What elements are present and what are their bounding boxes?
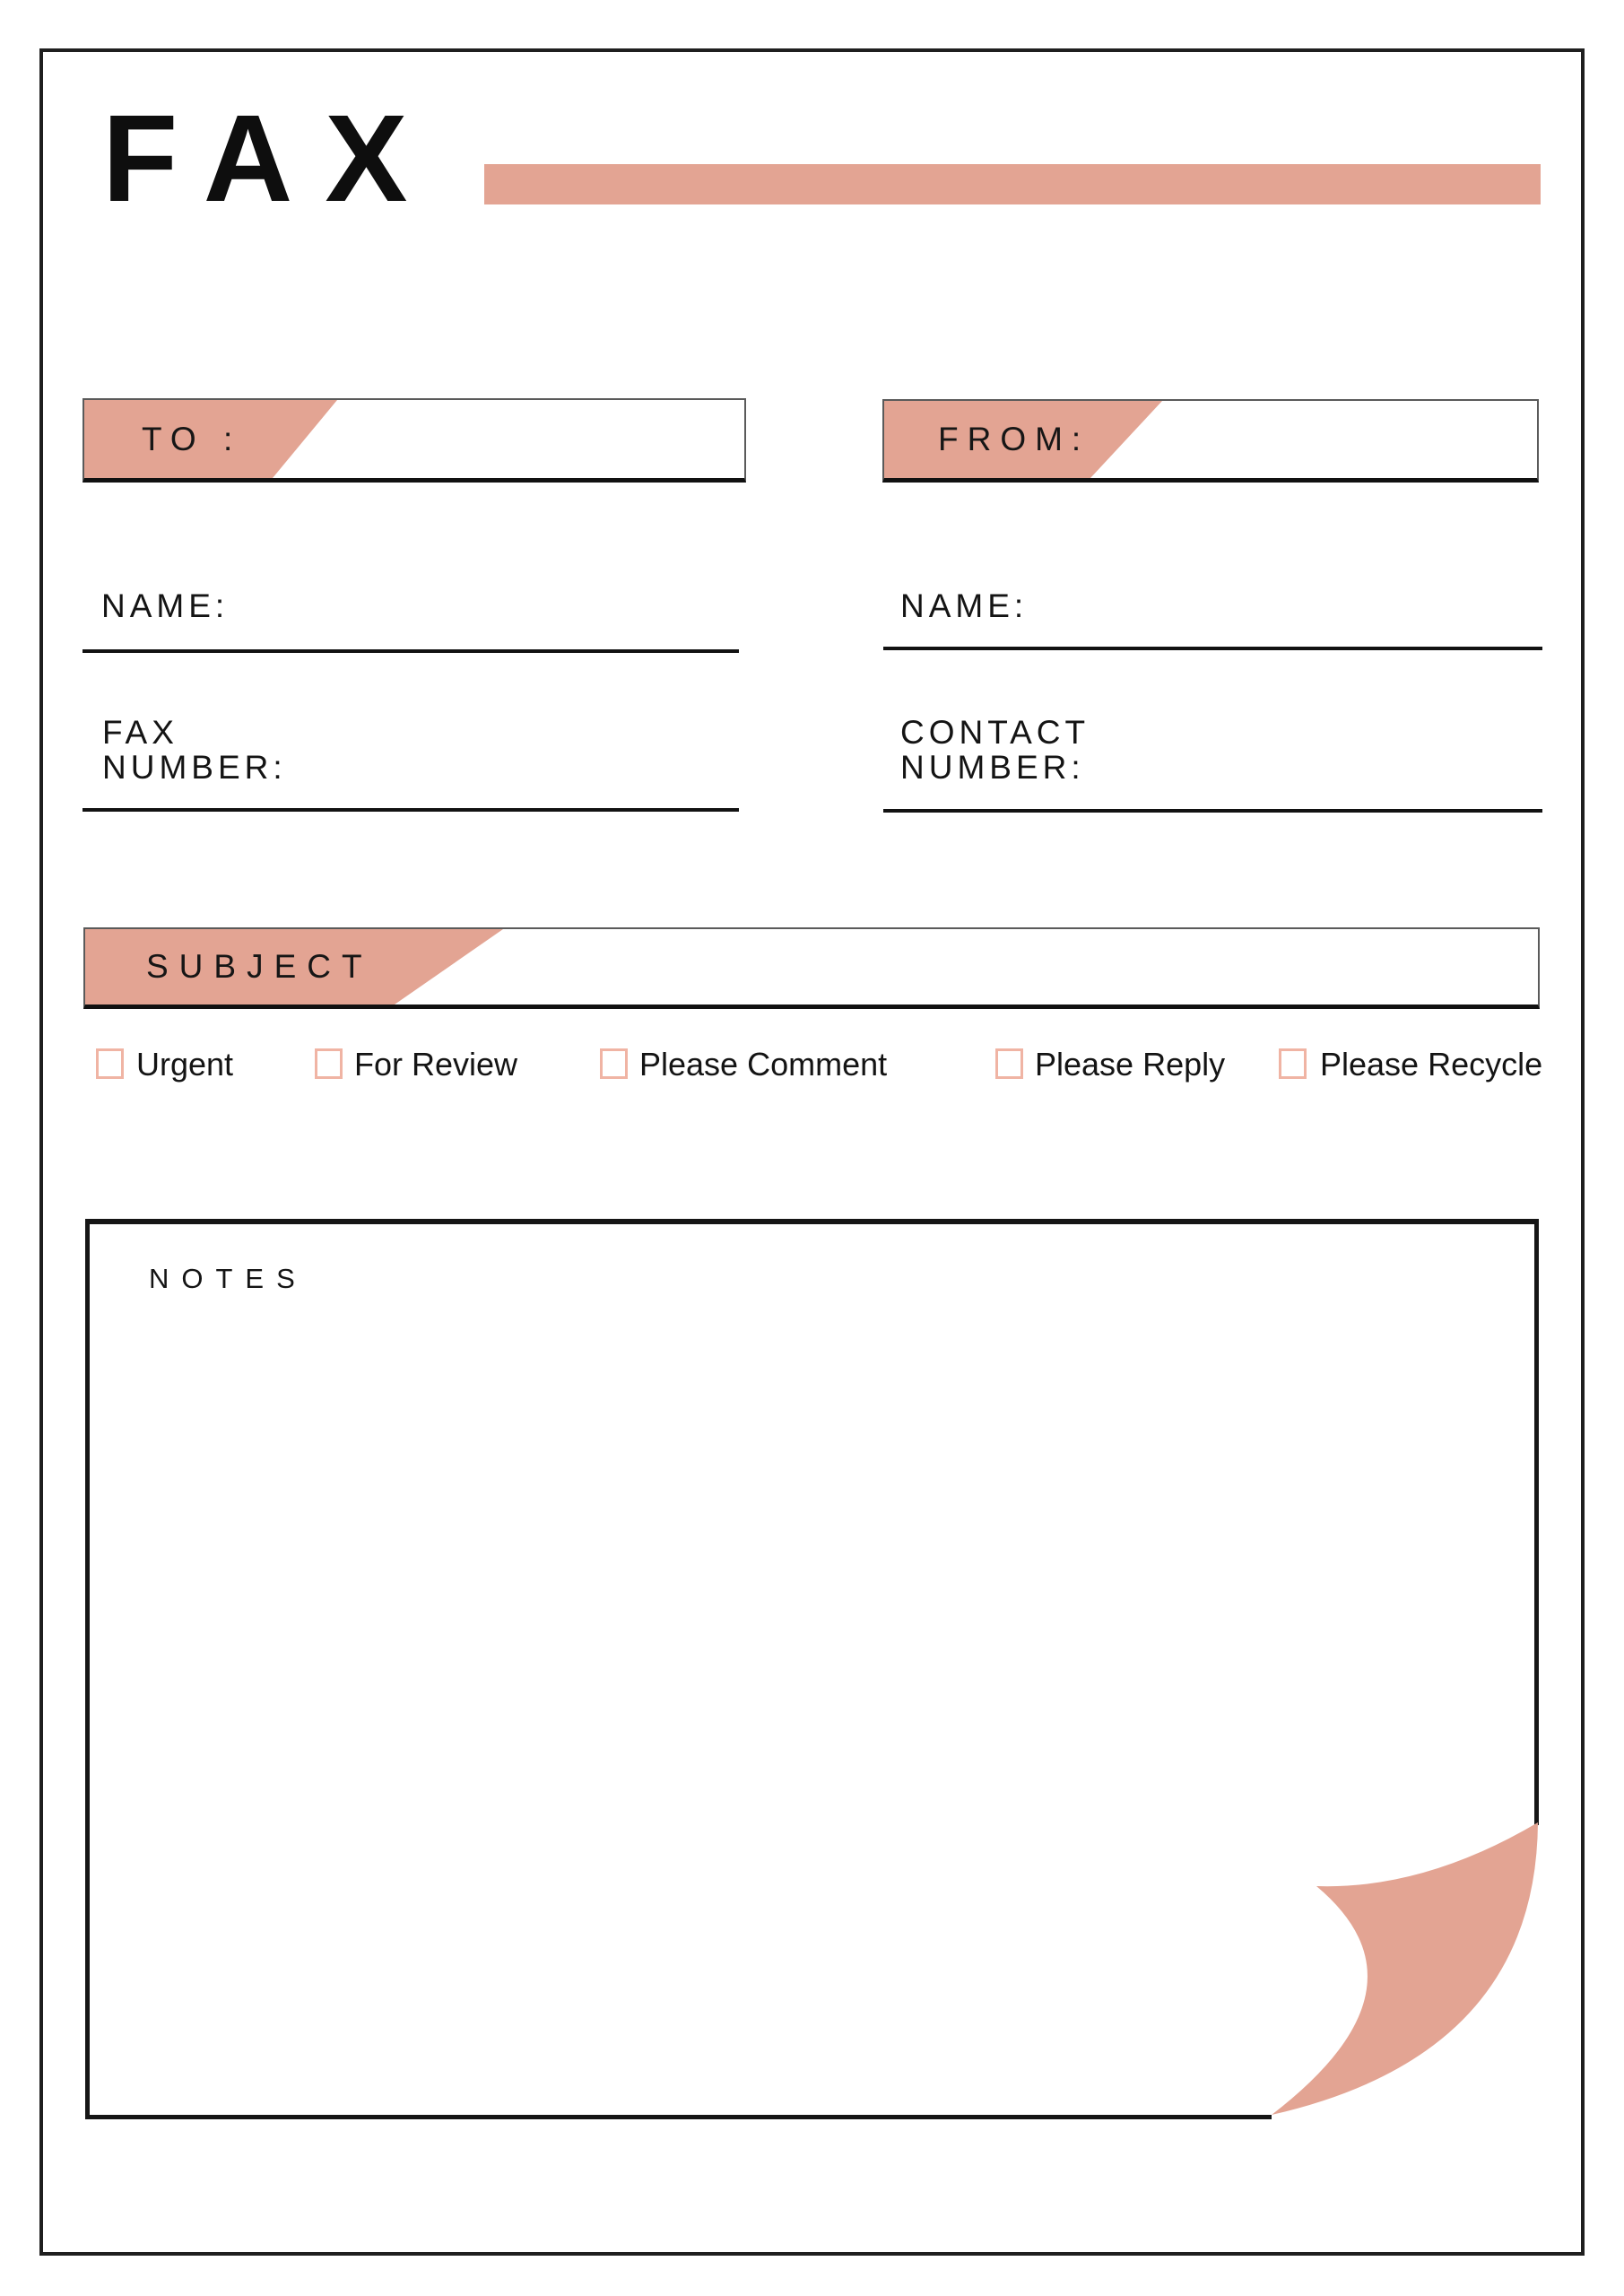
- from-name-input-line[interactable]: [883, 647, 1542, 650]
- checkbox-for-review-label: For Review: [354, 1046, 518, 1083]
- to-name-label: NAME:: [101, 587, 230, 624]
- checkbox-please-reply-label: Please Reply: [1035, 1046, 1226, 1083]
- checkbox-for-review[interactable]: [315, 1048, 343, 1079]
- checkbox-please-recycle[interactable]: [1279, 1048, 1307, 1079]
- page-curl-decoration: [1238, 1785, 1624, 2188]
- checkbox-please-recycle-label: Please Recycle: [1320, 1046, 1543, 1083]
- checkbox-urgent-label: Urgent: [136, 1046, 234, 1083]
- fax-number-input-line[interactable]: [83, 808, 739, 812]
- to-label: TO :: [142, 420, 242, 457]
- to-name-input-line[interactable]: [83, 649, 739, 653]
- fax-number-label: [102, 715, 287, 785]
- contact-number-label-line1: CONTACT: [900, 714, 1090, 751]
- page-title: FAX: [102, 90, 440, 228]
- to-box: [83, 398, 746, 483]
- subject-box: [83, 927, 1540, 1009]
- notes-box-bottom-border: [85, 2115, 1272, 2119]
- from-label: FROM:: [938, 421, 1090, 457]
- contact-number-label-line2: NUMBER:: [900, 749, 1085, 786]
- checkbox-urgent[interactable]: [96, 1048, 124, 1079]
- from-input-area[interactable]: [884, 401, 1537, 478]
- from-box: [882, 399, 1539, 483]
- title-accent-bar: [484, 164, 1541, 204]
- checkbox-please-comment[interactable]: [600, 1048, 628, 1079]
- subject-input-area[interactable]: [85, 929, 1538, 1004]
- fax-number-label-line1: FAX: [102, 714, 178, 751]
- checkbox-please-comment-label: Please Comment: [639, 1046, 888, 1083]
- fax-number-label-line2: NUMBER:: [102, 749, 287, 786]
- contact-number-input-line[interactable]: [883, 809, 1542, 813]
- notes-label: NOTES: [149, 1263, 308, 1294]
- checkbox-please-reply[interactable]: [995, 1048, 1023, 1079]
- contact-number-label: [900, 715, 1090, 785]
- to-input-area[interactable]: [84, 400, 744, 478]
- subject-label: SUBJECT: [146, 948, 373, 985]
- notes-box-right-border: [1534, 1219, 1539, 1825]
- from-name-label: NAME:: [900, 587, 1029, 624]
